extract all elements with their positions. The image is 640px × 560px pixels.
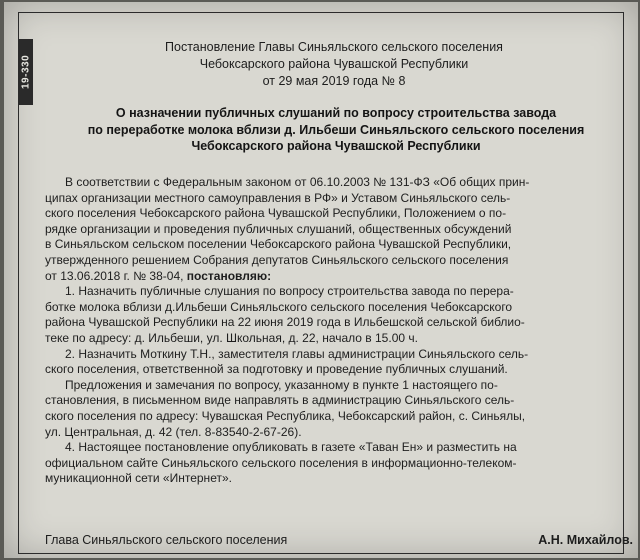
- title-line-3: Чебоксарского района Чувашской Республики: [191, 139, 481, 153]
- signatory-name: А.Н. Михайлов.: [538, 533, 633, 547]
- decree-title: [41, 105, 631, 155]
- item-2-line: 2. Назначить Моткину Т.Н., заместителя главы администрации Синьяльского сель-: [65, 346, 529, 361]
- item-3-line: ского поселения по адресу: Чувашская Республика, Чебоксарский район, с. Синьялы,: [45, 408, 526, 423]
- decree-body: [45, 175, 633, 487]
- header-line-2: Чебоксарского района Чувашской Республики: [199, 57, 469, 71]
- intro-paragraph: [45, 175, 633, 284]
- intro-line: утвержденного решением Собрания депутатов Синьяльского сельского поселения: [45, 252, 509, 267]
- item-1-line: района Чувашской Республики на 22 июня 2019 года в Ильбешской сельской библио-: [45, 315, 525, 330]
- intro-line: В соответствии с Федеральным законом от 06.10.2003 № 131-ФЗ «Об общих прин-: [65, 175, 530, 189]
- decree-word: постановляю:: [186, 268, 272, 283]
- item-3-line: становления, в письменном виде направлять в администрацию Синьяльского сель-: [45, 393, 515, 408]
- header-line-1: Постановление Главы Синьяльского сельского поселения: [165, 40, 503, 54]
- notice-frame: [18, 12, 633, 554]
- item-2-line: ского поселения, ответственной за подготовку и проведение публичных слушаний.: [45, 362, 508, 377]
- title-line-2: по переработке молока вблизи д. Ильбеши Синьяльского сельского поселения: [87, 122, 585, 137]
- signatory-position: Глава Синьяльского сельского поселения: [45, 533, 288, 547]
- intro-line: ципах организации местного самоуправления в РФ» и Уставом Синьяльского сель-: [45, 190, 511, 205]
- intro-last-line: [45, 269, 633, 285]
- item-2: [45, 347, 633, 378]
- issue-stamp: 19-330: [19, 39, 33, 105]
- item-1: [45, 284, 633, 346]
- item-4-line: 4. Настоящее постановление опубликовать в газете «Таван Ен» и разместить на: [65, 440, 517, 455]
- newspaper-page: [4, 2, 638, 558]
- intro-last-text: от 13.06.2018 г. № 38-04,: [45, 268, 184, 283]
- item-1-line: ботке молока вблизи д.Ильбеши Синьяльского сельского поселения Чебоксарского: [45, 299, 513, 314]
- intro-line: ского поселения Чебоксарского района Чувашской Республики, Положением о по-: [45, 206, 507, 221]
- intro-line: в Синьяльском сельском поселении Чебоксарского района Чувашской Республики,: [45, 237, 512, 252]
- item-1-line: 1. Назначить публичные слушания по вопросу строительства завода по перера-: [65, 284, 514, 299]
- item-4-line: официальном сайте Синьяльского сельского поселения в информационно-телеком-: [45, 455, 517, 470]
- intro-line: рядке организации и проведения публичных слушаний, общественных обсуждений: [45, 221, 512, 236]
- decree-header: [109, 39, 559, 90]
- header-line-3: от 29 мая 2019 года № 8: [262, 74, 406, 88]
- title-line-1: О назначении публичных слушаний по вопросу строительства завода: [115, 106, 557, 120]
- item-3-line: Предложения и замечания по вопросу, указанному в пункте 1 настоящего по-: [65, 377, 498, 392]
- item-4-line: муникационной сети «Интернет».: [45, 471, 232, 486]
- item-3-line: ул. Центральная, д. 42 (тел. 8-83540-2-67-26).: [45, 424, 302, 439]
- item-3: [45, 378, 633, 440]
- item-4: [45, 440, 633, 487]
- item-1-line: теке по адресу: д. Ильбеши, ул. Школьная, д. 22, начало в 15.00 ч.: [45, 330, 418, 345]
